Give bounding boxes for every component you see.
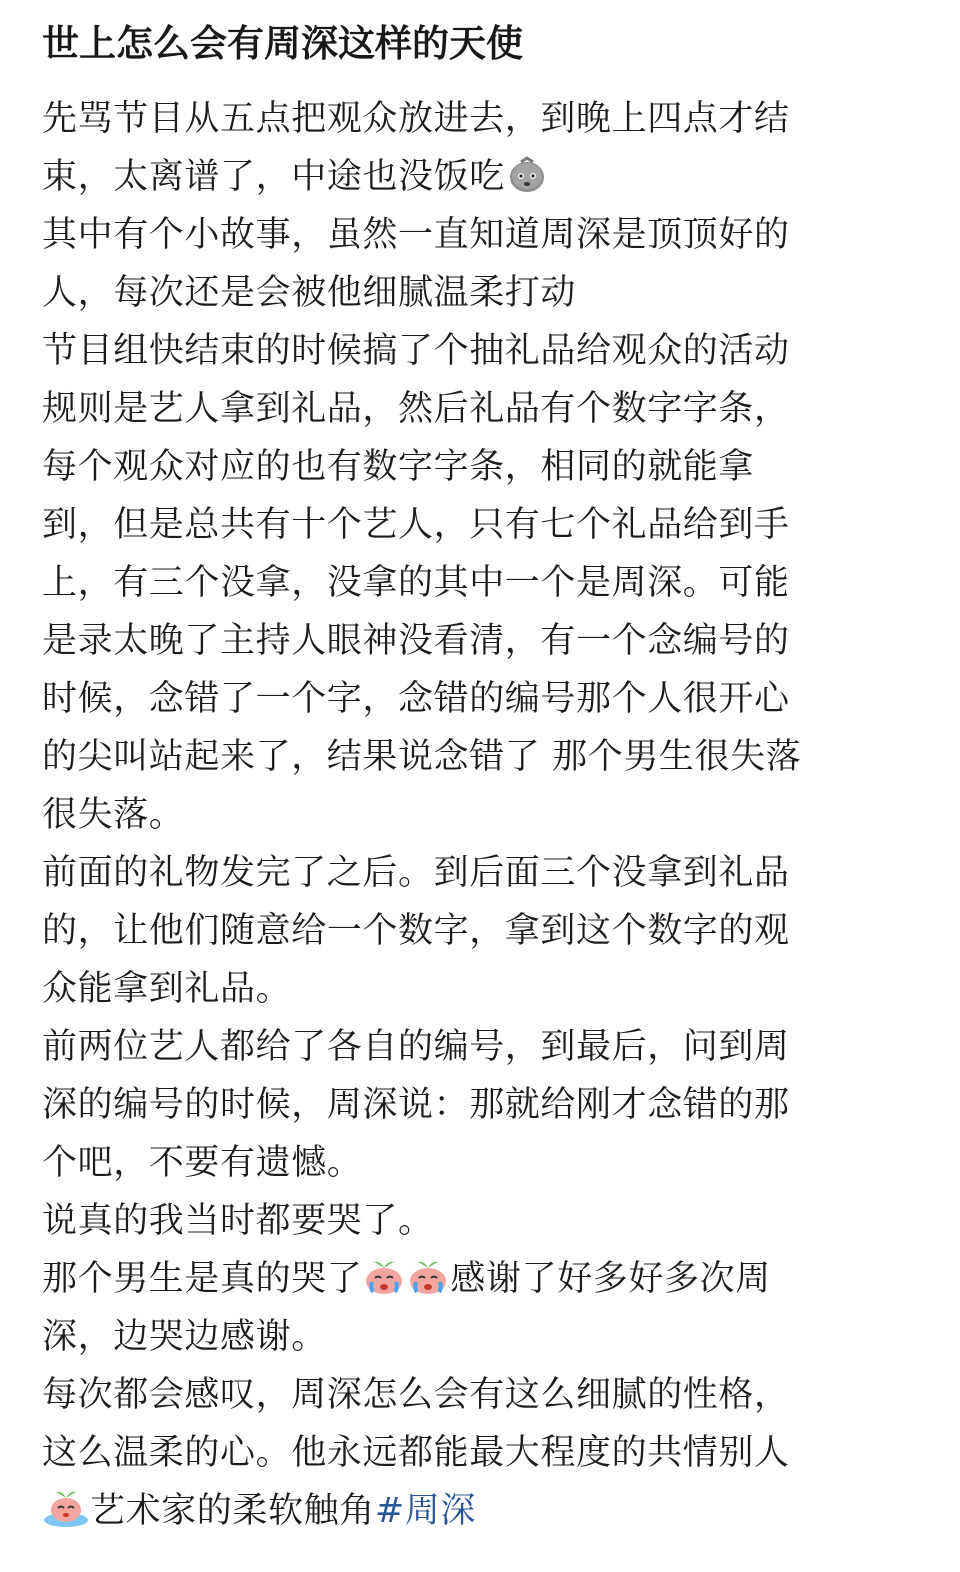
post-line: 规则是艺人拿到礼品，然后礼品有个数字字条，	[42, 389, 790, 429]
post-line: 是录太晚了主持人眼神没看清，有一个念编号的	[42, 621, 790, 661]
post-line: 人，每次还是会被他细腻温柔打动	[42, 273, 577, 313]
post-line: 前两位艺人都给了各自的编号，到最后，问到周	[42, 1027, 790, 1067]
post-line: 个吧，不要有遗憾。	[42, 1143, 363, 1183]
post-line: 束，太离谱了，中途也没饭吃	[42, 148, 922, 206]
post-line: 前面的礼物发完了之后。到后面三个没拿到礼品	[42, 853, 790, 893]
post-line: 的，让他们随意给一个数字，拿到这个数字的观	[42, 911, 790, 951]
post-line: 那个男生是真的哭了 感谢了好多好多次周	[42, 1250, 922, 1308]
post-line: 每个观众对应的也有数字字条，相同的就能拿	[42, 447, 755, 487]
sprout-in-water-emoji-icon	[42, 1486, 90, 1528]
post-body	[42, 90, 922, 1540]
post-line: 的尖叫站起来了，结果说念错了 那个男生很失落	[42, 737, 802, 777]
post-line: 先骂节目从五点把观众放进去，到晚上四点才结	[42, 99, 790, 139]
post-title: 世上怎么会有周深这样的天使	[42, 22, 523, 65]
post-line: 深的编号的时候，周深说：那就给刚才念错的那	[42, 1085, 790, 1125]
post-line: 每次都会感叹，周深怎么会有这么细腻的性格，	[42, 1375, 790, 1415]
post-line: 这么温柔的心。他永远都能最大程度的共情别人	[42, 1433, 790, 1473]
post-line: 众能拿到礼品。	[42, 969, 292, 1009]
post-line: 艺术家的柔软触角#周深	[42, 1482, 922, 1540]
post-line: 很失落。	[42, 795, 185, 835]
crying-sprout-emoji-icon	[406, 1256, 450, 1296]
post-line: 说真的我当时都要哭了。	[42, 1201, 434, 1241]
post-line: 其中有个小故事，虽然一直知道周深是顶顶好的	[42, 215, 790, 255]
post-line: 节目组快结束的时候搞了个抽礼品给观众的活动	[42, 331, 790, 371]
post-line: 上，有三个没拿，没拿的其中一个是周深。可能	[42, 563, 790, 603]
crying-sprout-emoji-icon	[362, 1256, 406, 1296]
crying-rock-emoji-icon	[505, 154, 549, 194]
post-line: 到，但是总共有十个艺人，只有七个礼品给到手	[42, 505, 790, 545]
hashtag-link[interactable]: #周深	[374, 1491, 476, 1531]
post-line: 时候，念错了一个字，念错的编号那个人很开心	[42, 679, 790, 719]
post-line: 深，边哭边感谢。	[42, 1317, 327, 1357]
